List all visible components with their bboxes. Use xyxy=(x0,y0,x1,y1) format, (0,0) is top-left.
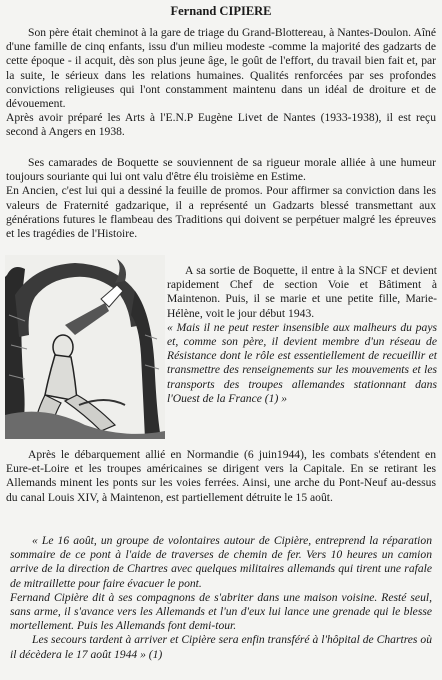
page-title: Fernand CIPIERE xyxy=(170,4,272,18)
illustration-svg xyxy=(5,255,165,439)
testimony-block xyxy=(10,534,432,662)
paragraph-origins: Son père était cheminot à la gare de triage du Grand-Blottereau, à Nantes-Doulon. Aîné d'une famille de cinq enfants, issu d'un milieu modeste -comme la majorité des gadzarts de cette époque - il acquit, dès son plus jeune âge, le goût de l'effort, du travail bien fait et, par la suite, le sérieux dans les relations humaines. Qualités renforcées par ses profondes convictions religieuses qui l'ont constamment maintenu dans un idéal de droiture et de dévouement. xyxy=(6,26,436,111)
career-block xyxy=(167,264,437,406)
liberation-block xyxy=(6,448,436,505)
quote-hopital: Les secours tardent à arriver et Cipière sera enfin transféré à l'hôpital de Chartres où il décèdera le 17 août 1944 » (1) xyxy=(10,633,432,661)
paragraph-camarades: Ses camarades de Boquette se souviennent de sa rigueur morale alliée à une humeur toujours souriante qui lui ont valu d'être élu troisième en Estime. xyxy=(6,156,436,184)
boquette-block xyxy=(6,156,436,241)
quote-grenade: Fernand Cipière dit à ses compagnons de s'abriter dans une maison voisine. Resté seul, sans arme, il s'avance vers les Allemands et l'un d'eux lui lance une grenade qui le blesse mortellement. Puis les Allemands font demi-tour. xyxy=(10,590,432,633)
paragraph-sncf: A sa sortie de Boquette, il entre à la SNCF et devient rapidement Chef de section Voie et Bâtiment à Maintenon. Puis, il se marie et une petite fille, Marie-Hélène, voit le jour début 1943. xyxy=(167,264,437,320)
intro-block xyxy=(6,26,436,140)
drawing-wounded-gadzarts-illustration xyxy=(5,255,165,439)
paragraph-ancien: En Ancien, c'est lui qui a dessiné la feuille de promos. Pour affirmer sa conviction dans les valeurs de Fraternité gadzarique, il a représenté un Gadzarts blessé transmettant aux générations futures le flambeau des Traditions qui doivent se perpétuer malgré les épreuves et les tragédies de l'Histoire. xyxy=(6,184,436,241)
quote-resistance: « Mais il ne peut rester insensible aux malheurs du pays et, comme son père, il devient membre d'un réseau de Résistance dont le rôle est essentiellement de recueillir et transmettre des renseignements sur les mouvements et les transports des troupes allemandes stationnant dans l'Ouest de la France (1) » xyxy=(167,320,437,405)
quote-pont: « Le 16 août, un groupe de volontaires autour de Cipière, entreprend la réparation sommaire de ce pont à l'aide de traverses de chemin de fer. Vers 10 heures un camion arrive de la direction de Chartres avec quelques militaires allemands qui tirent une rafale de mitraillette pour faire évacuer le pont. xyxy=(10,534,432,590)
paragraph-studies: Après avoir préparé les Arts à l'E.N.P Eugène Livet de Nantes (1933-1938), il est reçu second à Angers en 1938. xyxy=(6,111,436,139)
paragraph-debarquement: Après le débarquement allié en Normandie (6 juin1944), les combats s'étendent en Eure-et-Loire et les troupes américaines se dirigent vers la Capitale. En se retirant les Allemands minent les ponts sur les voies ferrées. Ainsi, une arche du Pont-Neuf au-dessus du canal Louis XIV, à Maintenon, est partiellement détruite le 15 août. xyxy=(6,448,436,504)
